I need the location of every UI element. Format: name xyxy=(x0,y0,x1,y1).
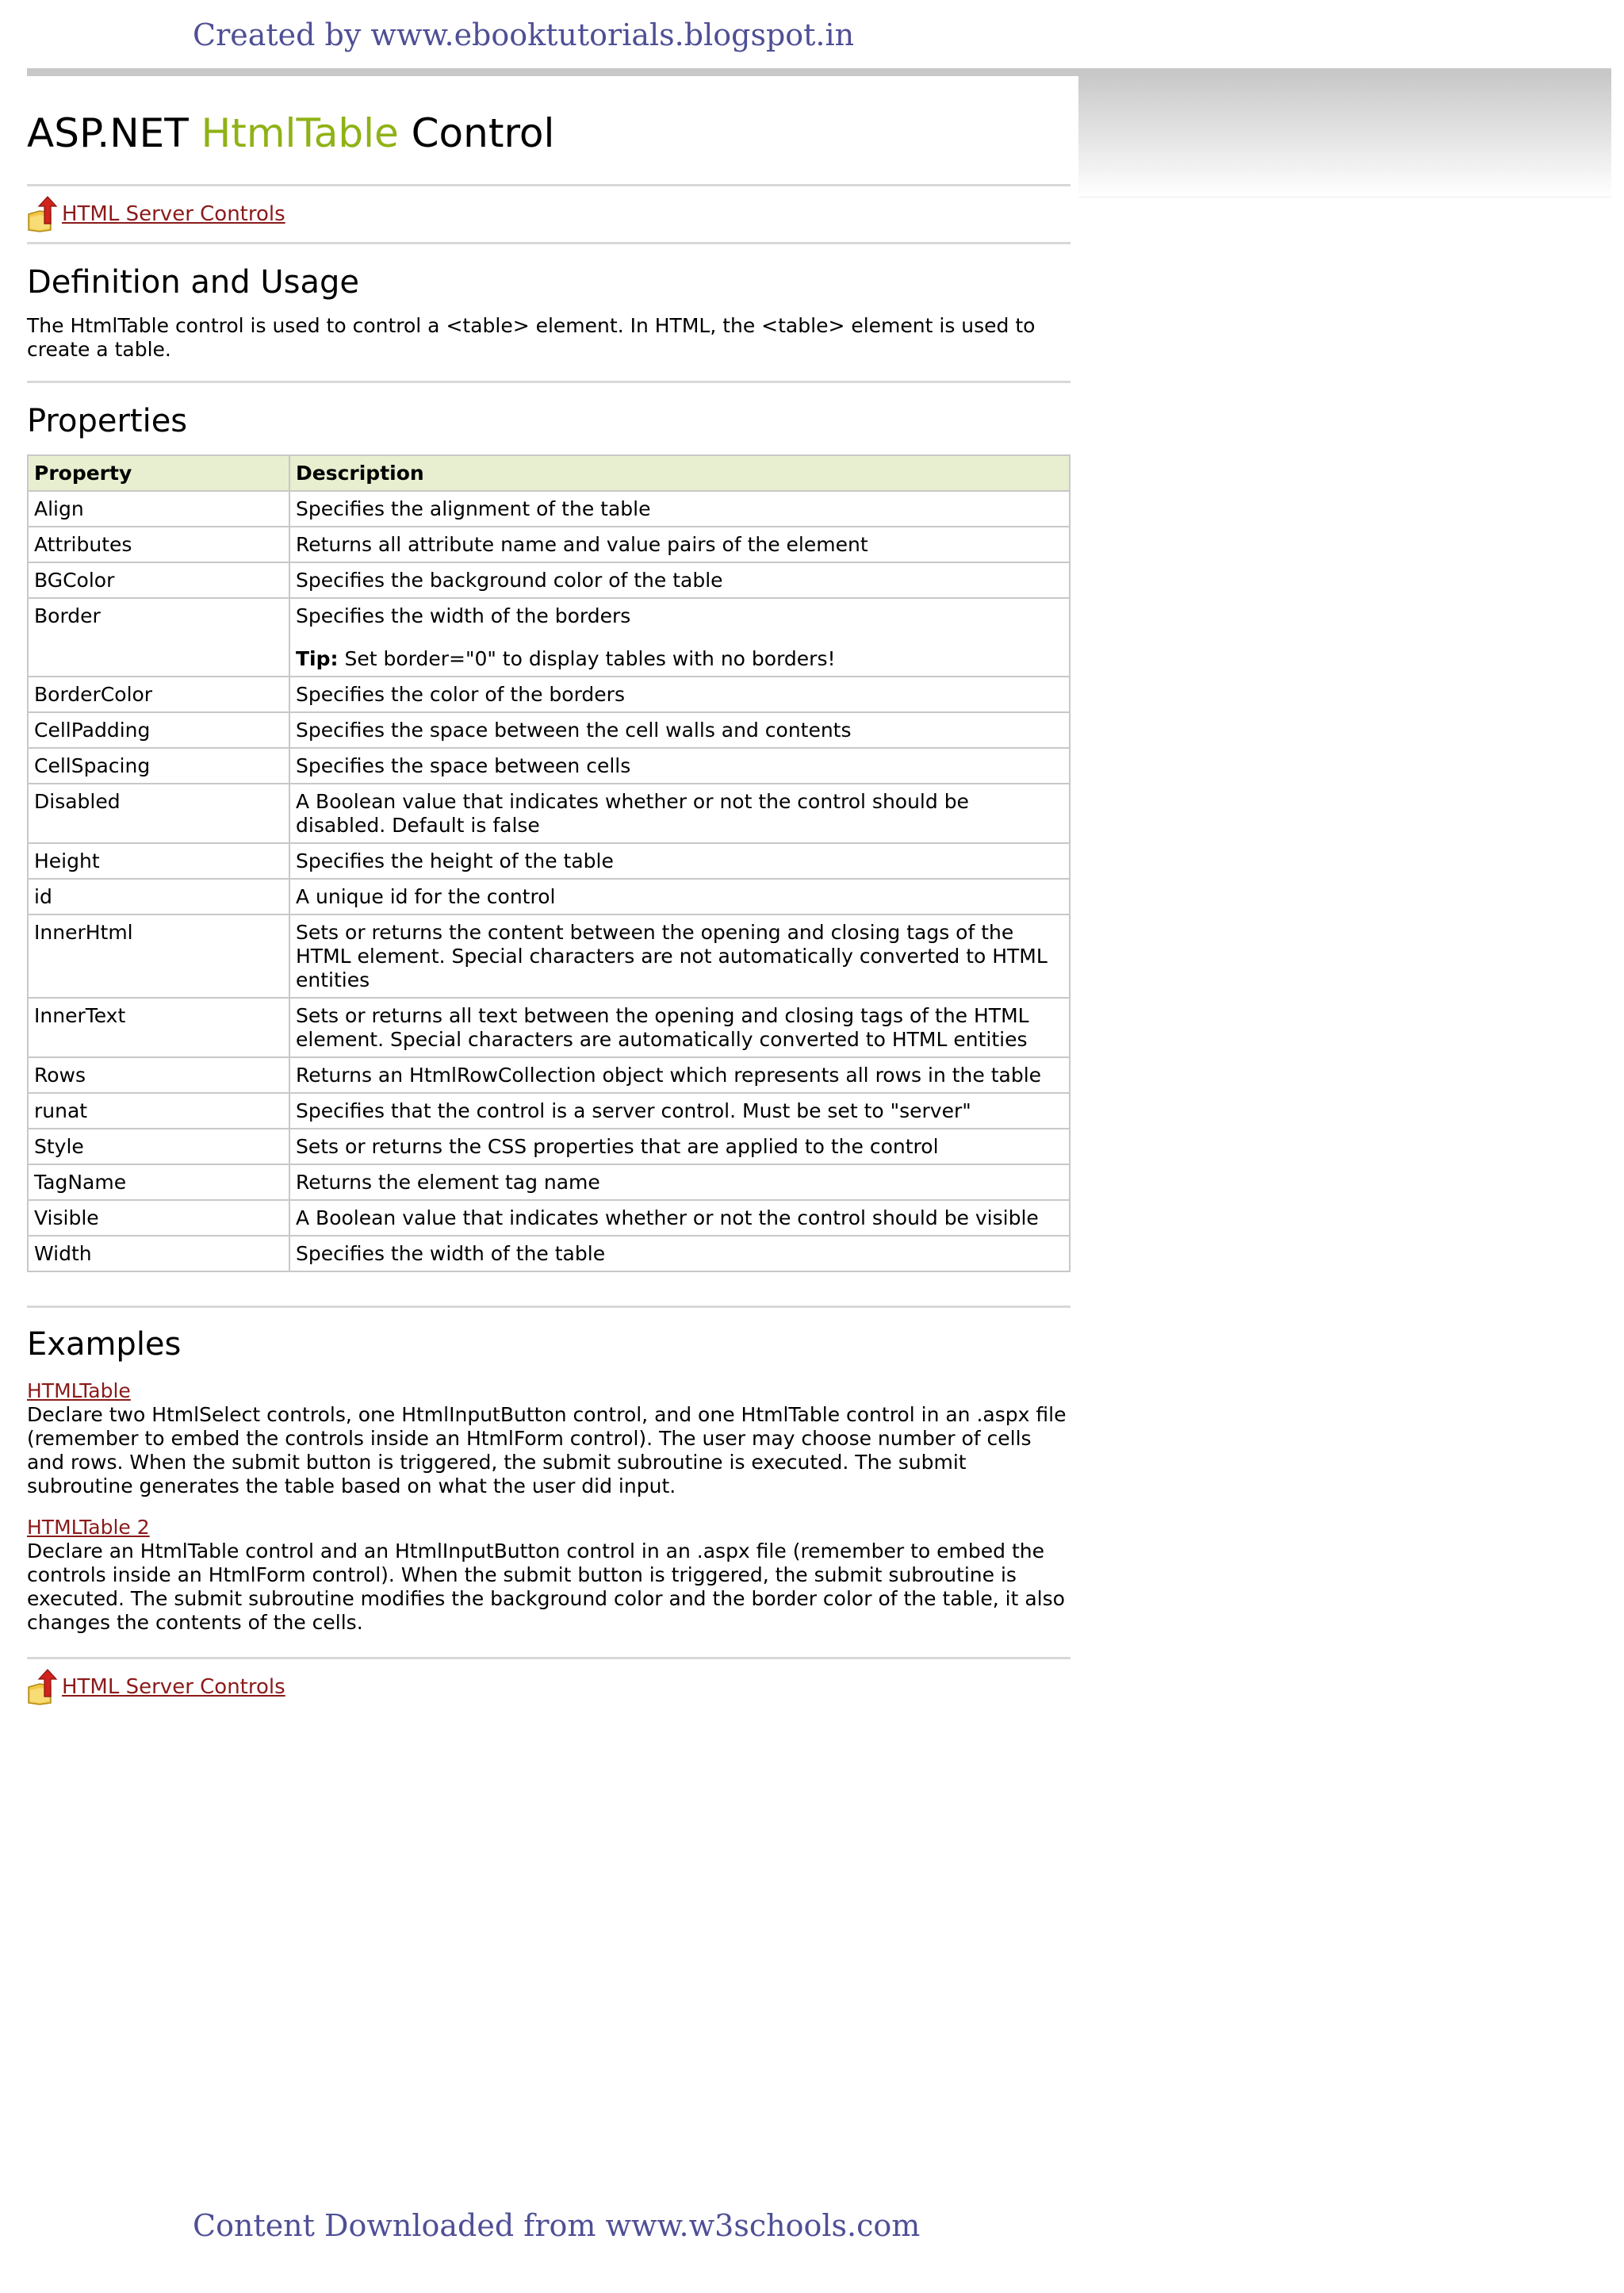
main-content xyxy=(27,76,1071,1715)
right-gradient-panel xyxy=(1078,76,1611,197)
top-divider-bar xyxy=(27,68,1611,76)
table-row xyxy=(28,915,1070,998)
table-row xyxy=(28,1057,1070,1093)
divider xyxy=(27,381,1071,383)
example-item xyxy=(27,1379,1071,1498)
property-description: Sets or returns all text between the opening and closing tags of the HTML element. Special characters are automatically converted to HTML entities xyxy=(289,998,1070,1057)
property-description-text: Specifies the width of the borders xyxy=(296,604,631,627)
table-row xyxy=(28,677,1070,712)
table-row xyxy=(28,784,1070,843)
divider xyxy=(27,1306,1071,1308)
property-name: Style xyxy=(28,1129,289,1164)
divider xyxy=(27,242,1071,244)
page-title-suffix: Control xyxy=(398,110,555,156)
nav-bottom xyxy=(27,1659,1071,1715)
definition-heading: Definition and Usage xyxy=(27,264,360,301)
property-description: Specifies that the control is a server control. Must be set to "server" xyxy=(289,1093,1070,1129)
properties-heading: Properties xyxy=(27,403,188,439)
property-description: Specifies the background color of the table xyxy=(289,562,1070,598)
property-description xyxy=(289,598,1070,677)
example-description: Declare two HtmlSelect controls, one HtmlInputButton control, and one HtmlTable control in an .aspx file (remember to embed the controls inside an HtmlForm control). The user may choose number of cells and rows. When the submit button is triggered, the submit subroutine is executed. The submit subroutine generates the table based on what the user did input. xyxy=(27,1403,1067,1497)
table-row xyxy=(28,748,1070,784)
property-name: BGColor xyxy=(28,562,289,598)
example-description: Declare an HtmlTable control and an HtmlInputButton control in an .aspx file (remember to embed the controls inside an HtmlForm control). When the submit button is triggered, the submit subroutine is executed. The submit subroutine modifies the background color and the border color of the table, it also changes the contents of the cells. xyxy=(27,1540,1065,1634)
tip-text: Set border="0" to display tables with no borders! xyxy=(338,647,836,670)
property-name: TagName xyxy=(28,1164,289,1200)
property-name: Visible xyxy=(28,1200,289,1236)
property-name: Height xyxy=(28,843,289,879)
example-link-htmltable[interactable]: HTMLTable xyxy=(27,1379,131,1402)
table-row xyxy=(28,712,1070,748)
property-name: InnerHtml xyxy=(28,915,289,998)
nav-bottom-link[interactable]: HTML Server Controls xyxy=(62,1675,285,1699)
property-description: Sets or returns the content between the opening and closing tags of the HTML element. Special characters are not automatically converted to HTML entities xyxy=(289,915,1070,998)
property-name: BorderColor xyxy=(28,677,289,712)
example-item xyxy=(27,1516,1071,1635)
table-row xyxy=(28,1129,1070,1164)
folder-up-icon[interactable] xyxy=(27,195,59,233)
folder-up-icon[interactable] xyxy=(27,1668,59,1706)
table-row xyxy=(28,527,1070,562)
header-credit: Created by www.ebooktutorials.blogspot.in xyxy=(193,17,855,52)
table-row xyxy=(28,1236,1070,1271)
property-description: Specifies the alignment of the table xyxy=(289,491,1070,527)
property-description: Specifies the space between cells xyxy=(289,748,1070,784)
examples-heading: Examples xyxy=(27,1326,182,1363)
column-header-property: Property xyxy=(28,455,289,491)
property-name: Align xyxy=(28,491,289,527)
property-description: A Boolean value that indicates whether or not the control should be disabled. Default is false xyxy=(289,784,1070,843)
table-row xyxy=(28,1164,1070,1200)
table-row xyxy=(28,1093,1070,1129)
property-description: Sets or returns the CSS properties that are applied to the control xyxy=(289,1129,1070,1164)
table-row xyxy=(28,598,1070,677)
property-description: A unique id for the control xyxy=(289,879,1070,915)
table-row xyxy=(28,562,1070,598)
nav-top-link[interactable]: HTML Server Controls xyxy=(62,202,285,226)
definition-text: The HtmlTable control is used to control a <table> element. In HTML, the <table> element is used to create a table. xyxy=(27,314,1036,361)
property-description: Returns all attribute name and value pairs of the element xyxy=(289,527,1070,562)
page-title xyxy=(27,109,1071,157)
footer-credit: Content Downloaded from www.w3schools.com xyxy=(193,2208,921,2243)
property-description: Returns the element tag name xyxy=(289,1164,1070,1200)
property-name: Attributes xyxy=(28,527,289,562)
property-name: runat xyxy=(28,1093,289,1129)
property-name: id xyxy=(28,879,289,915)
table-row xyxy=(28,843,1070,879)
table-row xyxy=(28,879,1070,915)
table-row xyxy=(28,998,1070,1057)
property-name: Border xyxy=(28,598,289,677)
page-title-prefix: ASP.NET xyxy=(27,110,201,156)
property-name: CellPadding xyxy=(28,712,289,748)
property-description: Specifies the height of the table xyxy=(289,843,1070,879)
property-name: Disabled xyxy=(28,784,289,843)
properties-table xyxy=(27,454,1071,1272)
page-title-accent: HtmlTable xyxy=(201,110,399,156)
property-description: Returns an HtmlRowCollection object which represents all rows in the table xyxy=(289,1057,1070,1093)
property-name: Rows xyxy=(28,1057,289,1093)
example-link-htmltable-2[interactable]: HTMLTable 2 xyxy=(27,1516,150,1539)
column-header-description: Description xyxy=(289,455,1070,491)
property-name: InnerText xyxy=(28,998,289,1057)
table-row xyxy=(28,1200,1070,1236)
tip-label: Tip: xyxy=(296,647,339,670)
tip-note xyxy=(296,647,1063,671)
property-name: CellSpacing xyxy=(28,748,289,784)
property-name: Width xyxy=(28,1236,289,1271)
property-description: Specifies the color of the borders xyxy=(289,677,1070,712)
property-description: Specifies the width of the table xyxy=(289,1236,1070,1271)
table-header-row xyxy=(28,455,1070,491)
property-description: Specifies the space between the cell walls and contents xyxy=(289,712,1070,748)
table-row xyxy=(28,491,1070,527)
property-description: A Boolean value that indicates whether or not the control should be visible xyxy=(289,1200,1070,1236)
nav-top xyxy=(27,186,1071,242)
